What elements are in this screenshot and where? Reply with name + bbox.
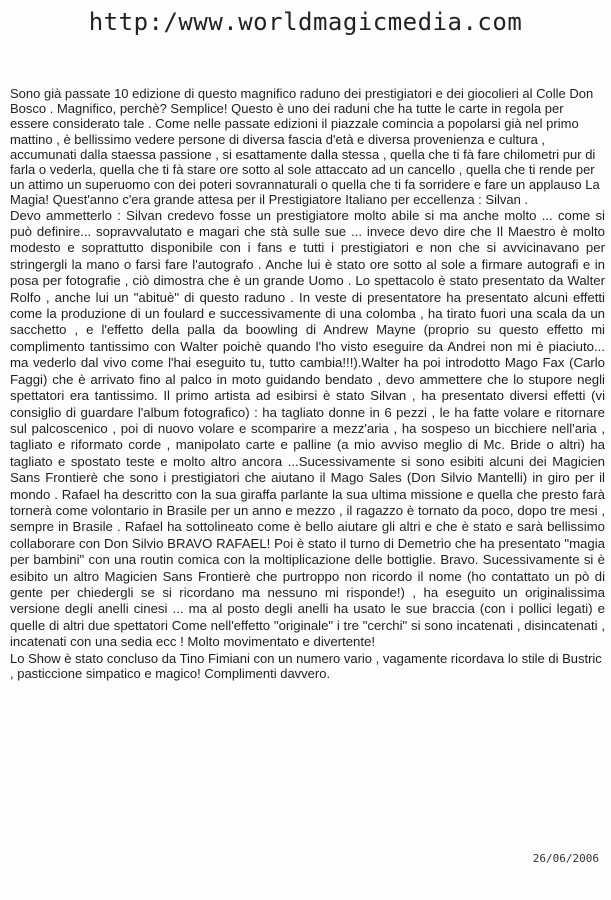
article-body [10, 86, 605, 681]
intro-paragraph: Sono già passate 10 edizione di questo magnifico raduno dei prestigiatori e dei giocolieri al Colle Don Bosco . Magnifico, perchè? Semplice! Questo è uno dei raduni che ha tutte le carte in regola per essere considerato tale . Come nelle passate edizioni il piazzale comincia a popolarsi già nel primo mattino , è bellissimo vedere persone di diversa fascia d'età e diversa provenienza e cultura , accumunati dalla staessa passione , si esattamente dalla stessa , quella che ti fà fare chilometri pur di farla o vederla, quella che ti fà stare ore sotto al sole attaccato ad un cancello , quella che ti rende per un attimo un superuomo con dei poteri sovrannaturali o quella che ti fa sorridere e fare un applauso La Magia! Quest'anno c'era grande attesa per il Prestigiatore Italiano per eccellenza : Silvan . [10, 86, 600, 208]
closing-paragraph: Lo Show è stato concluso da Tino Fimiani con un numero vario , vagamente ricordava lo stile di Bustric , pasticcione simpatico e magico! Complimenti davvero. [10, 650, 602, 681]
site-url-header: http:/www.worldmagicmedia.com [88, 8, 523, 36]
document-date: 26/06/2006 [532, 852, 599, 865]
main-paragraph: Devo ammetterlo : Silvan credevo fosse un prestigiatore molto abile si ma anche molto ... come si può definire... sopravvalutato e magari che stà sulle sue ... invece devo dire che Il Maestro è molto modesto e soprattutto disponibile con i fans e tutti i prestigiatori e non che si avvicinavano per stringergli la mano o farsi fare l'autografo . Anche lui è stato ore sotto al sole a firmare autografi e in posa per fotografie , ciò dimostra che è un grande Uomo . Lo spettacolo è stato presentato da Walter Rolfo , anche lui un "abituè" di questo raduno . In veste di presentatore ha presentato alcuni effetti come la produzione di un foulard e successivamente di una colomba , ha tirato fuori una scala da un sacchetto , e l'effetto della palla da boowling di Andrew Mayne (proprio su questo effetto mi complimento tantissimo con Walter poichè quando l'ho visto eseguire da Andrei non mi è piaciuto... ma vederlo dal vivo come l'hai eseguito tu, tutto cambia!!!).Walter ha poi introdotto Mago Fax (Carlo Faggi) che è arrivato fino al palco in moto guidando bendato , devo ammettere che lo stupore negli spettatori era tantissimo. Il primo artista ad esibirsi è stato Silvan , ha presentato diversi effetti (vi consiglio di guardare l'album fotografico) : ha tagliato donne in 6 pezzi , le ha fatte volare e ritornare sul palcoscenico , poi di nuovo volare e scomparire a mezz'aria , ha sospeso un bicchiere nell'aria , tagliato e riformato corde , manipolato carte e palline (a mio avviso meglio di Mc. Bride o altri) ha tagliato e spostato teste e molto altro ancora ...Sucessivamente si sono esibiti alcuni dei Magicien Sans Frontierè che sono i prestigiatori che aiutano il Mago Sales (Don Silvio Mantelli) in giro per il mondo . Rafael ha descritto con la sua giraffa parlante la sua ultima missione e quella che presto farà tornerà come volontario in Brasile per un anno e mezzo , il ragazzo è tornato da poco, dopo tre mesi , sempre in Brasile . Rafael ha sottolineato come è bello aiutare gli altri e che è stato e sarà bellissimo collaborare con Don Silvio BRAVO RAFAEL! Poi è stato il turno di Demetrio che ha presentato "magia per bambini" con una routin comica con la moltiplicazione delle bottiglie. Bravo. Sucessivamente si è esibito un altro Magicien Sans Frontierè che purtroppo non ricordo il nome (ho contattato un pò di gente per chiedergli se si ricordano ma nessuno mi risponde!) , ha eseguito un originalissima versione degli anelli cinesi ... ma al posto degli anelli ha usato le sue braccia (con i pollici legati) e quelle di altri due spettatori Come nell'effetto "originale" i tre "cerchi" si sono incatenati , disincatenati , incatenati con una sedia ecc ! Molto movimentato e divertente! [10, 207, 605, 650]
